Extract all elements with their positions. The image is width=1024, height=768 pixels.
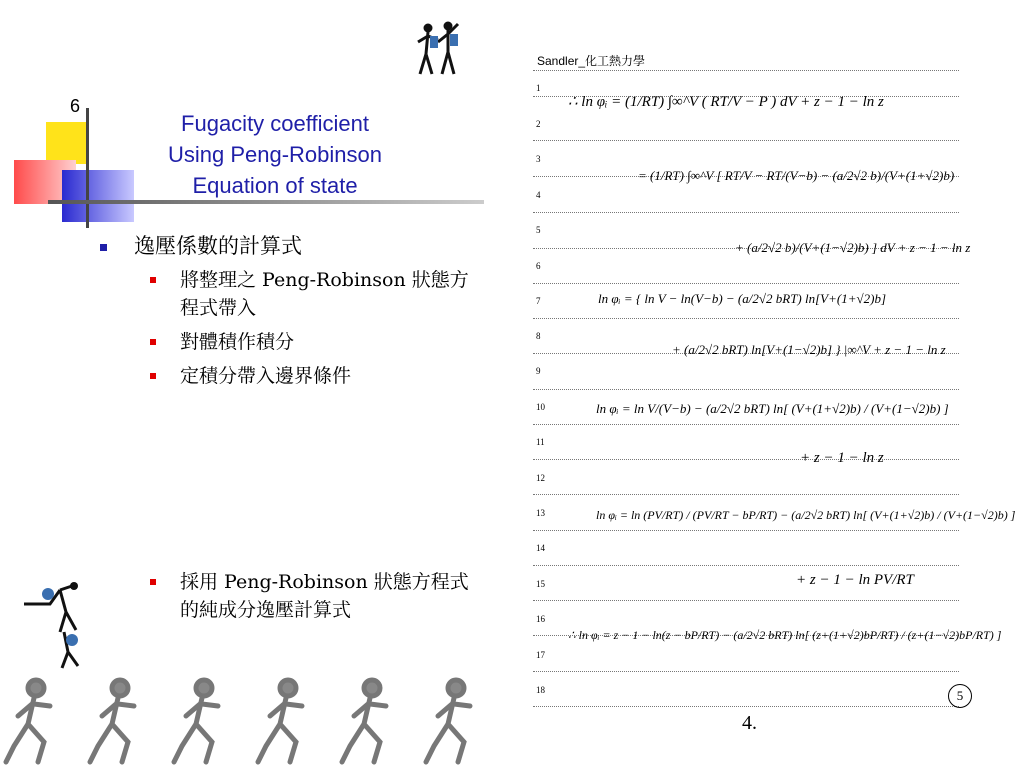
ruled-line bbox=[533, 671, 959, 672]
line-number: 5 bbox=[536, 225, 541, 235]
equation-7: + z − 1 − ln z bbox=[800, 450, 884, 466]
line-number: 17 bbox=[536, 650, 545, 660]
ruled-line bbox=[533, 424, 959, 425]
line-number: 6 bbox=[536, 261, 541, 271]
ruled-line bbox=[533, 494, 959, 495]
line-number: 14 bbox=[536, 543, 545, 553]
line-number: 10 bbox=[536, 402, 545, 412]
line-number: 18 bbox=[536, 685, 545, 695]
equation-2: = (1/RT) ∫∞^V [ RT/V − RT/(V−b) − (a/2√2 b)/(V+(1+√2)b) bbox=[638, 168, 955, 183]
ruled-line bbox=[533, 389, 959, 390]
bullet-main: 逸壓係數的計算式 bbox=[100, 232, 480, 260]
ruled-line bbox=[533, 530, 959, 531]
bullet-sub-1: 將整理之 Peng-Robinson 狀態方程式帶入 bbox=[100, 266, 480, 322]
equation-1: ∴ ln φᵢ = (1/RT) ∫∞^V ( RT/V − P ) dV + z − 1 − ln z bbox=[568, 94, 884, 110]
line-number: 16 bbox=[536, 614, 545, 624]
notes-header: Sandler_化工熱力學 bbox=[537, 54, 646, 68]
ruled-line bbox=[533, 318, 959, 319]
ruled-line bbox=[533, 565, 959, 566]
ruled-line bbox=[533, 283, 959, 284]
line-number: 2 bbox=[536, 119, 541, 129]
title-line-3: Equation of state bbox=[192, 173, 358, 198]
title-line-1: Fugacity coefficient bbox=[181, 111, 369, 136]
notes-page bbox=[520, 40, 980, 730]
line-number: 9 bbox=[536, 366, 541, 376]
title-line-2: Using Peng-Robinson bbox=[167, 142, 383, 167]
decor-vertical-line bbox=[86, 108, 89, 228]
ruled-line bbox=[533, 459, 959, 460]
bullet-sub-3: 定積分帶入邊界條件 bbox=[100, 362, 480, 390]
line-number: 4 bbox=[536, 190, 541, 200]
line-number: 3 bbox=[536, 154, 541, 164]
line-number: 7 bbox=[536, 296, 541, 306]
ruled-line bbox=[533, 600, 959, 601]
line-number: 15 bbox=[536, 579, 545, 589]
bullet-sub-2: 對體積作積分 bbox=[100, 328, 480, 356]
bullet-list-2 bbox=[100, 562, 480, 624]
line-number: 12 bbox=[536, 473, 545, 483]
equation-10: ∴ ln φᵢ = z − 1 − ln(z − bP/RT) − (a/2√2 bRT) ln[ (z+(1+√2)bP/RT) / (z+(1−√2)bP/RT) ] bbox=[568, 628, 1002, 642]
climbers-icon bbox=[20, 582, 90, 672]
equation-6: ln φᵢ = ln V/(V−b) − (a/2√2 bRT) ln[ (V+(1+√2)b) / (V+(1−√2)b) ] bbox=[596, 401, 949, 416]
equation-4: ln φᵢ = { ln V − ln(V−b) − (a/2√2 bRT) ln[V+(1+√2)b] bbox=[598, 291, 887, 306]
ruled-line bbox=[533, 140, 959, 141]
ruled-line bbox=[533, 212, 959, 213]
slide-number: 6 bbox=[70, 96, 81, 116]
bullet-list bbox=[100, 232, 480, 390]
equation-5: + (a/2√2 bRT) ln[V+(1−√2)b] } |∞^V + z − 1 − ln z bbox=[672, 342, 946, 357]
hikers-logo-icon bbox=[412, 20, 464, 78]
line-number: 8 bbox=[536, 331, 541, 341]
equation-8: ln φᵢ = ln (PV/RT) / (PV/RT − bP/RT) − (a/2√2 bRT) ln[ (V+(1+√2)b) / (V+(1−√2)b) ] bbox=[596, 508, 1016, 522]
line-number: 11 bbox=[536, 437, 545, 447]
slide-title bbox=[120, 108, 430, 201]
equation-3: + (a/2√2 b)/(V+(1−√2)b) ] dV + z − 1 − ln z bbox=[735, 240, 971, 255]
ruled-line bbox=[533, 70, 959, 71]
page-stamp: 5 bbox=[948, 684, 972, 708]
line-number: 1 bbox=[536, 83, 541, 93]
page-number: 4. bbox=[742, 712, 757, 734]
decor-yellow-block bbox=[46, 122, 88, 164]
running-figures-icon bbox=[0, 676, 490, 768]
line-number: 13 bbox=[536, 508, 545, 518]
equation-9: + z − 1 − ln PV/RT bbox=[796, 572, 914, 588]
bullet-sub-4: 採用 Peng-Robinson 狀態方程式的純成分逸壓計算式 bbox=[100, 568, 480, 624]
ruled-line bbox=[533, 706, 959, 707]
